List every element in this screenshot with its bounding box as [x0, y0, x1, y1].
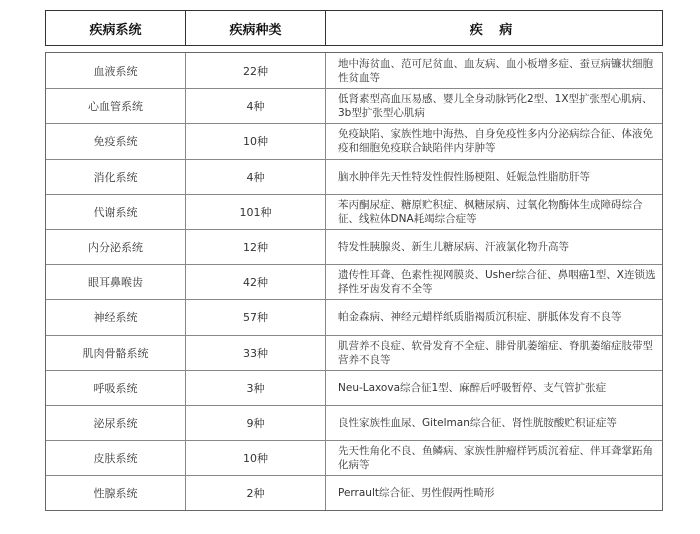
cell-disease-system: 肌肉骨骼系统 — [46, 336, 186, 370]
cell-disease-system: 神经系统 — [46, 300, 186, 334]
cell-disease-system: 心血管系统 — [46, 89, 186, 123]
table-row — [46, 440, 662, 475]
cell-disease-system: 代谢系统 — [46, 195, 186, 229]
cell-diseases: 特发性胰腺炎、新生儿糖尿病、汗液氯化物升高等 — [338, 241, 569, 254]
table-row — [46, 159, 662, 194]
cell-disease-count: 22种 — [186, 53, 326, 88]
table-row — [46, 405, 662, 440]
header-diseases: 疾 病 — [469, 22, 519, 38]
table-row — [46, 299, 662, 334]
cell-disease-count: 2种 — [186, 476, 326, 510]
cell-diseases: 良性家族性血尿、Gitelman综合征、肾性胱胺酸贮积证症等 — [338, 416, 617, 429]
cell-diseases: Perrault综合征、男性假两性畸形 — [338, 487, 495, 500]
cell-diseases: 遗传性耳聋、色素性视网膜炎、Usher综合征、鼻咽癌1型、X连锁选择性牙齿发育不全等 — [338, 269, 656, 296]
table-row — [46, 53, 662, 88]
cell-disease-system: 泌尿系统 — [46, 406, 186, 440]
table-row — [46, 194, 662, 229]
cell-disease-count: 3种 — [186, 371, 326, 405]
cell-disease-count: 9种 — [186, 406, 326, 440]
cell-diseases: 地中海贫血、范可尼贫血、血友病、血小板增多症、蚕豆病镰状细胞性贫血等 — [338, 57, 653, 84]
cell-disease-system: 免疫系统 — [46, 124, 186, 158]
table-row — [46, 335, 662, 370]
cell-disease-count: 57种 — [186, 300, 326, 334]
cell-diseases: 先天性角化不良、鱼鳞病、家族性肿瘤样钙质沉着症、伴耳聋掌跖角化病等 — [338, 445, 653, 472]
cell-disease-system: 血液系统 — [46, 53, 186, 88]
cell-disease-count: 10种 — [186, 441, 326, 475]
cell-disease-system: 消化系统 — [46, 160, 186, 194]
cell-disease-count: 4种 — [186, 160, 326, 194]
cell-disease-count: 33种 — [186, 336, 326, 370]
cell-diseases: 脑水肿伴先天性特发性假性肠梗阻、妊娠急性脂肪肝等 — [338, 170, 590, 183]
cell-disease-count: 101种 — [186, 195, 326, 229]
cell-disease-system: 眼耳鼻喉齿 — [46, 265, 186, 299]
table-row — [46, 264, 662, 299]
cell-disease-system: 内分泌系统 — [46, 230, 186, 264]
table-row — [46, 475, 662, 510]
cell-diseases: Neu-Laxova综合征1型、麻醉后呼吸暂停、支气管扩张症 — [338, 381, 607, 394]
cell-disease-system: 呼吸系统 — [46, 371, 186, 405]
cell-disease-system: 皮肤系统 — [46, 441, 186, 475]
header-disease-count: 疾病种类 — [186, 11, 326, 45]
cell-disease-count: 4种 — [186, 89, 326, 123]
header-disease-system: 疾病系统 — [46, 11, 186, 45]
table-header — [45, 10, 663, 46]
cell-diseases: 帕金森病、神经元蜡样纸质脂褐质沉积症、胼胝体发育不良等 — [338, 311, 622, 324]
cell-disease-count: 10种 — [186, 124, 326, 158]
table-row — [46, 123, 662, 158]
cell-diseases: 苯丙酮尿症、糖原贮积症、枫糖尿病、过氧化物酶体生成障碍综合征、线粒体DNA耗竭综合症等 — [338, 198, 643, 225]
cell-diseases: 低肾素型高血压易感、婴儿全身动脉钙化2型、1X型扩张型心肌病、3b型扩张型心肌病 — [338, 93, 653, 120]
cell-disease-count: 42种 — [186, 265, 326, 299]
table-row — [46, 229, 662, 264]
cell-disease-count: 12种 — [186, 230, 326, 264]
cell-diseases: 肌营养不良症、软骨发育不全症、腓骨肌萎缩症、脊肌萎缩症肢带型营养不良等 — [338, 339, 653, 366]
cell-diseases: 免疫缺陷、家族性地中海热、自身免疫性多内分泌病综合征、体液免疫和细胞免疫联合缺陷伴内芽肿等 — [338, 128, 653, 155]
disease-table — [45, 52, 663, 511]
table-row — [46, 370, 662, 405]
table-row — [46, 88, 662, 123]
cell-disease-system: 性腺系统 — [46, 476, 186, 510]
